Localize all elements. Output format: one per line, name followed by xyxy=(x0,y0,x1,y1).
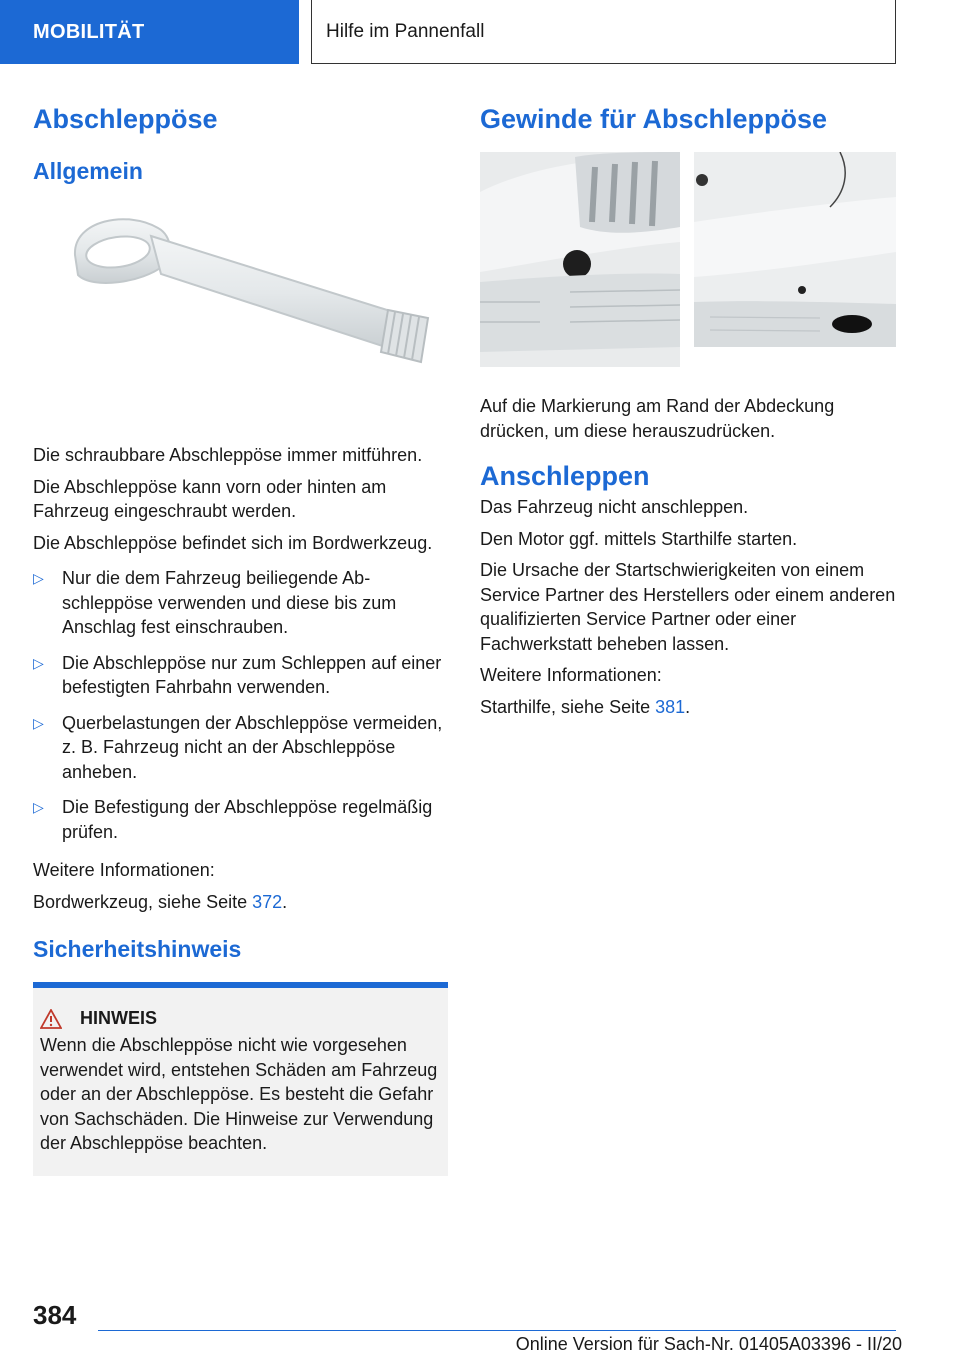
tow-eye-illustration xyxy=(33,200,448,430)
warning-icon xyxy=(40,1009,62,1029)
triangle-bullet-icon: ▷ xyxy=(33,799,44,815)
chapter-label: MOBILITÄT xyxy=(33,20,145,43)
bullet-list xyxy=(33,566,448,844)
paragraph: Die Abschleppöse kann vorn oder hinten am Fahrzeug eingeschraubt werden. xyxy=(33,476,387,521)
more-info-label: Weitere Informationen: xyxy=(33,860,215,880)
right-column xyxy=(480,100,896,726)
section-title-thread: Gewinde für Abschleppöse xyxy=(480,104,828,134)
section-label: Hilfe im Pannenfall xyxy=(326,20,485,42)
subtitle-safety: Sicherheitshinweis xyxy=(33,936,242,962)
paragraph: Die Ursache der Startschwierigkeiten von einem Service Partner des Herstellers oder einem anderen qualifizierten Service Partner oder einer Fachwerkstatt beheben lassen. xyxy=(480,560,896,654)
more-info-label: Weitere Informationen: xyxy=(480,665,662,685)
reference: Bordwerkzeug, siehe Seite 372. xyxy=(33,891,288,912)
chapter-tab xyxy=(0,0,299,64)
subtitle-general: Allgemein xyxy=(33,158,143,184)
figure-caption: Auf die Markierung am Rand der Abdeckung drücken, um diese herauszudrücken. xyxy=(480,396,835,441)
notice-text: Wenn die Abschleppöse nicht wie vorgesehen verwendet wird, entstehen Schäden am Fahrzeug oder an der Abschleppöse. Es besteht die Gefahr von Sachschäden. Die Hinweise zur Verwendung der Abschleppöse beachten. xyxy=(40,1035,438,1153)
page-link[interactable]: 372 xyxy=(252,891,283,912)
list-item: ▷ Querbelastungen der Abschleppöse vermeiden, z. B. Fahrzeug nicht an der Abschleppöse anheben. xyxy=(33,712,443,782)
bumper-illustration xyxy=(480,152,896,377)
list-item: ▷ Die Befestigung der Abschleppöse regelmäßig prüfen. xyxy=(33,797,433,842)
paragraph: Die schraubbare Abschleppöse immer mitführen. xyxy=(33,445,423,465)
section-header xyxy=(311,0,896,64)
triangle-bullet-icon: ▷ xyxy=(33,714,44,731)
triangle-bullet-icon: ▷ xyxy=(33,570,44,586)
list-item: ▷ Nur die dem Fahrzeug beiliegende Abschleppöse verwenden und diese bis zum Anschlag fest einschrauben. xyxy=(33,568,397,637)
left-column xyxy=(33,100,448,1176)
list-item: ▷ Die Abschleppöse nur zum Schleppen auf einer befestigten Fahrbahn verwenden. xyxy=(33,652,442,697)
footer-version: Online Version für Sach-Nr. 01405A03396 - II/20 xyxy=(515,1334,902,1354)
section-title-tow: Anschleppen xyxy=(480,461,650,491)
page-link[interactable]: 381 xyxy=(655,696,686,717)
footer-divider xyxy=(98,1330,896,1331)
reference: Starthilfe, siehe Seite 381. xyxy=(480,696,691,717)
paragraph: Das Fahrzeug nicht anschleppen. xyxy=(480,497,749,517)
notice-box xyxy=(33,982,448,1176)
page-title: Abschleppöse xyxy=(33,104,218,134)
triangle-bullet-icon: ▷ xyxy=(33,654,44,671)
paragraph: Den Motor ggf. mittels Starthilfe starten. xyxy=(480,528,798,549)
notice-title: HINWEIS xyxy=(80,1008,158,1028)
paragraph: Die Abschleppöse befindet sich im Bordwerkzeug. xyxy=(33,532,433,553)
page-number: 384 xyxy=(33,1300,77,1330)
